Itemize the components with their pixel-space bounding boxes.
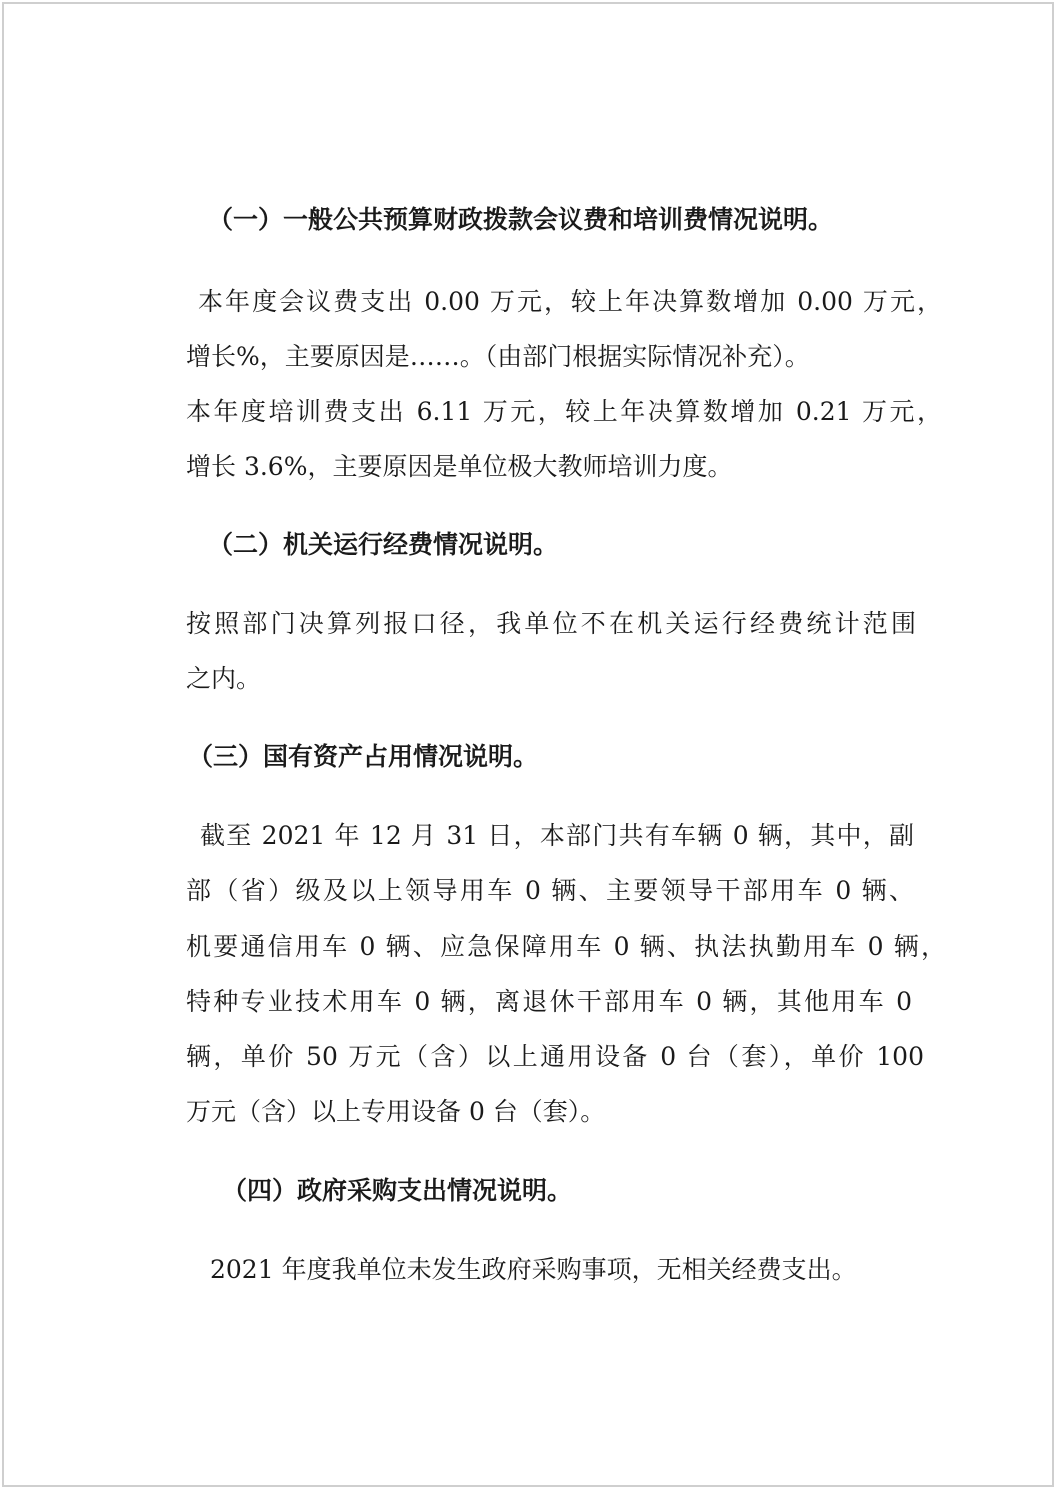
section-3-line-2: 部（省）级及以上领导用车 0 辆、主要领导干部用车 0 辆、: [186, 876, 914, 905]
section-1-line-2: 增长%，主要原因是……。（由部门根据实际情况补充）。: [186, 342, 810, 371]
section-3-line-3: 机要通信用车 0 辆、应急保障用车 0 辆、执法执勤用车 0 辆，: [186, 932, 946, 961]
section-heading-1: （一）一般公共预算财政拨款会议费和培训费情况说明。: [208, 205, 834, 234]
section-heading-2: （二）机关运行经费情况说明。: [208, 530, 559, 559]
section-1-line-3: 本年度培训费支出 6.11 万元，较上年决算数增加 0.21 万元，: [186, 397, 942, 426]
section-2-line-2: 之内。: [186, 664, 262, 693]
section-heading-3: （三）国有资产占用情况说明。: [188, 742, 539, 771]
section-2-line-1: 按照部门决算列报口径，我单位不在机关运行经费统计范围: [186, 609, 916, 638]
section-3-line-6: 万元（含）以上专用设备 0 台（套）。: [186, 1097, 606, 1126]
section-4-line-1: 2021 年度我单位未发生政府采购事项，无相关经费支出。: [210, 1255, 857, 1284]
section-3-line-4: 特种专业技术用车 0 辆，离退休干部用车 0 辆，其他用车 0: [186, 987, 912, 1016]
section-1-line-4: 增长 3.6%，主要原因是单位极大教师培训力度。: [186, 452, 733, 481]
section-heading-4: （四）政府采购支出情况说明。: [222, 1176, 573, 1205]
section-3-line-5: 辆，单价 50 万元（含）以上通用设备 0 台（套），单价 100: [186, 1042, 924, 1071]
document-page: [2, 2, 1054, 1487]
section-3-line-1: 截至 2021 年 12 月 31 日，本部门共有车辆 0 辆，其中，副: [200, 821, 914, 850]
section-1-line-1: 本年度会议费支出 0.00 万元，较上年决算数增加 0.00 万元，: [198, 287, 942, 316]
